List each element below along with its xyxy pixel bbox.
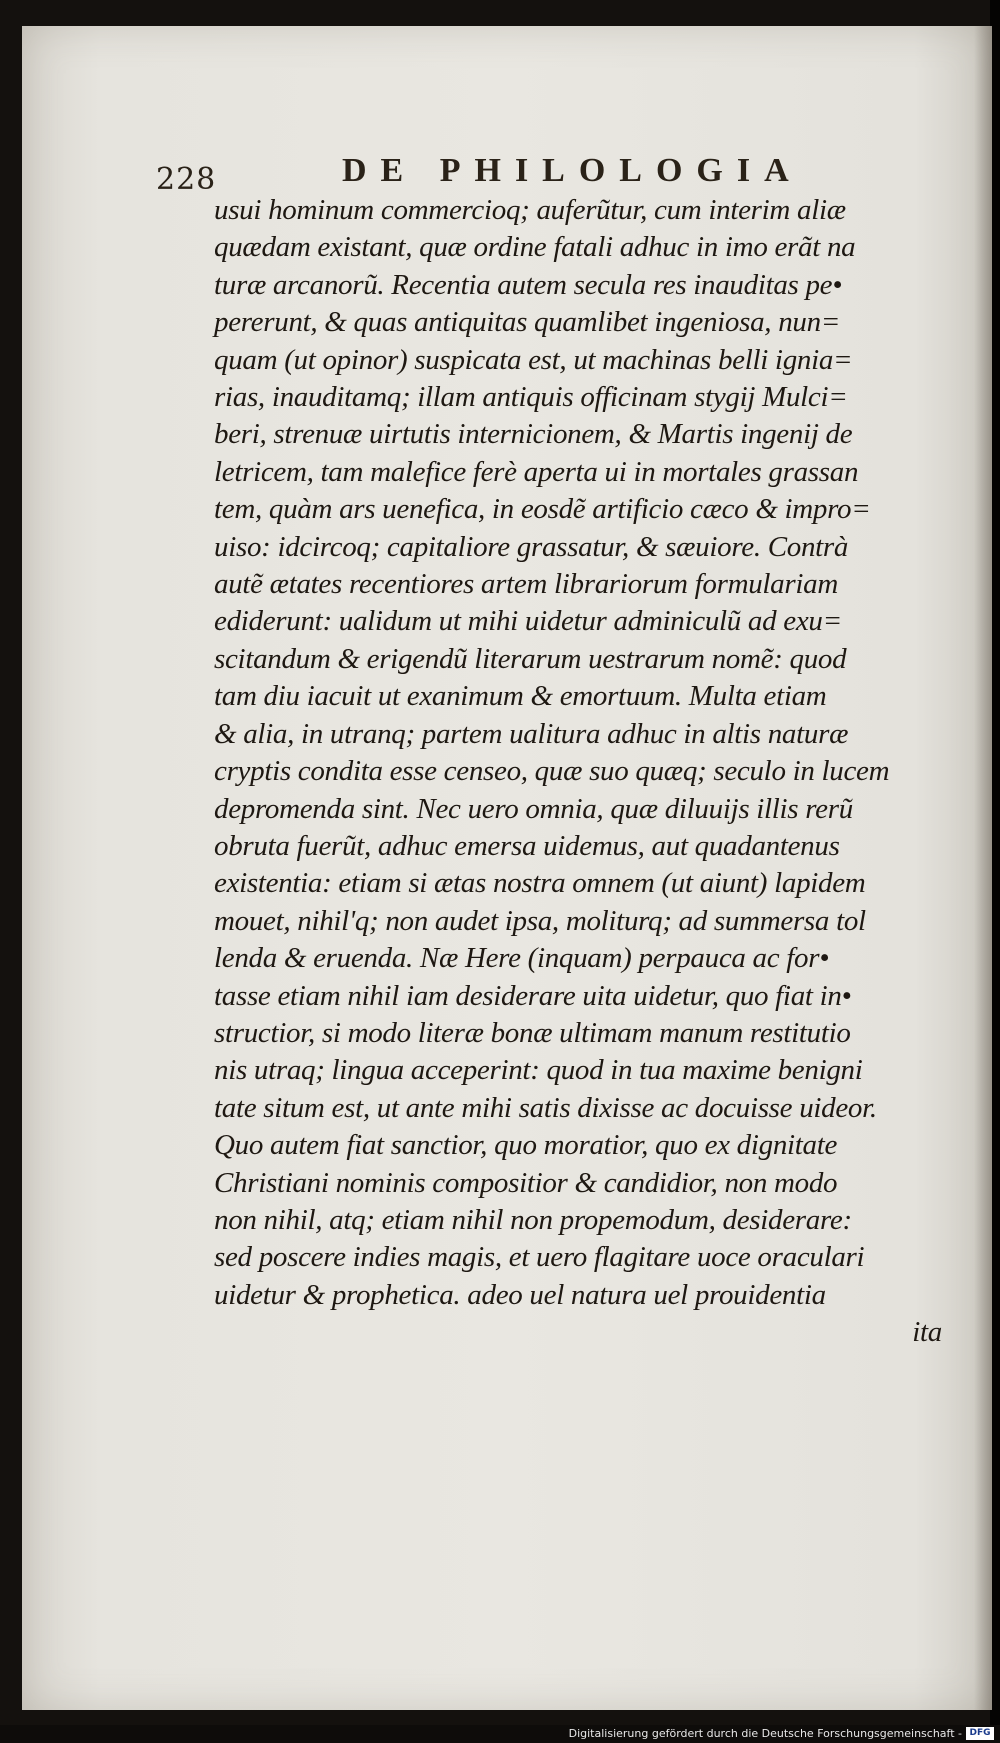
text-line: usui hominum commercioq; auferũtur, cum interim aliæ xyxy=(214,194,846,226)
text-line: rias, inauditamq; illam antiquis officinam stygij Mulci= xyxy=(214,381,848,414)
text-line: uiso: idcircoq; capitaliore grassatur, & sæuiore. Contrà xyxy=(214,530,849,563)
catchword: ita xyxy=(912,1316,942,1349)
footer-credit: Digitalisierung gefördert durch die Deutsche Forschungsgemeinschaft - xyxy=(568,1727,962,1740)
text-line: mouet, nihil'q; non audet ipsa, moliturq; ad summersa tol xyxy=(214,904,866,937)
text-line: turæ arcanorũ. Recentia autem secula res inauditas pe• xyxy=(214,268,843,301)
text-line: letricem, tam malefice ferè aperta ui in mortales grassan xyxy=(214,455,859,488)
text-line: uidetur & prophetica. adeo uel natura uel prouidentia xyxy=(214,1278,826,1311)
text-line: tem, quàm ars uenefica, in eosdẽ artificio cæco & impro= xyxy=(214,493,871,526)
text-line: tasse etiam nihil iam desiderare uita uidetur, quo fiat in• xyxy=(214,979,852,1012)
text-line: obruta fuerũt, adhuc emersa uidemus, aut quadantenus xyxy=(214,829,840,862)
text-line: scitandum & erigendũ literarum uestrarum nomẽ: quod xyxy=(214,642,847,675)
page-number: 228 xyxy=(156,162,217,197)
text-line: Christiani nominis compositior & candidior, non modo xyxy=(214,1166,838,1199)
text-line: structior, si modo literæ bonæ ultimam manum restitutio xyxy=(214,1016,851,1049)
text-line: ediderunt: ualidum ut mihi uidetur adminiculũ ad exu= xyxy=(214,605,842,638)
text-line: non nihil, atq; etiam nihil non propemodum, desiderare: xyxy=(214,1203,852,1236)
text-line: nis utraq; lingua acceperint: quod in tua maxime benigni xyxy=(214,1054,863,1087)
page-gutter-shadow xyxy=(974,26,992,1710)
text-line: sed poscere indies magis, et uero flagitare uoce oraculari xyxy=(214,1241,865,1274)
text-line: quædam existant, quæ ordine fatali adhuc in imo erãt na xyxy=(214,231,856,264)
text-line: beri, strenuæ uirtutis internicionem, & Martis ingenij de xyxy=(214,418,853,451)
dfg-logo: DFG xyxy=(966,1727,994,1740)
text-line: lenda & eruenda. Næ Here (inquam) perpauca ac for• xyxy=(214,942,830,975)
body-text xyxy=(214,192,954,1352)
text-line: quam (ut opinor) suspicata est, ut machinas belli ignia= xyxy=(214,343,853,376)
text-line: tam diu iacuit ut exanimum & emortuum. Multa etiam xyxy=(214,680,827,713)
text-line: & alia, in utranq; partem ualitura adhuc in altis naturæ xyxy=(214,717,849,750)
text-line: tate situm est, ut ante mihi satis dixisse ac docuisse uideor. xyxy=(214,1091,877,1124)
text-line: depromenda sint. Nec uero omnia, quæ diluuijs illis rerũ xyxy=(214,792,853,825)
text-line: autẽ ætates recentiores artem librariorum formulariam xyxy=(214,568,838,601)
text-line: pererunt, & quas antiquitas quamlibet ingeniosa, nun= xyxy=(214,306,841,339)
book-page xyxy=(22,26,992,1710)
running-title: DE PHILOLOGIA xyxy=(342,152,803,189)
text-line: existentia: etiam si ætas nostra omnem (ut aiunt) lapidem xyxy=(214,867,866,900)
text-line: Quo autem fiat sanctior, quo moratior, quo ex dignitate xyxy=(214,1129,838,1162)
running-head xyxy=(22,134,992,197)
text-line: cryptis condita esse censeo, quæ suo quæq; seculo in lucem xyxy=(214,755,890,788)
